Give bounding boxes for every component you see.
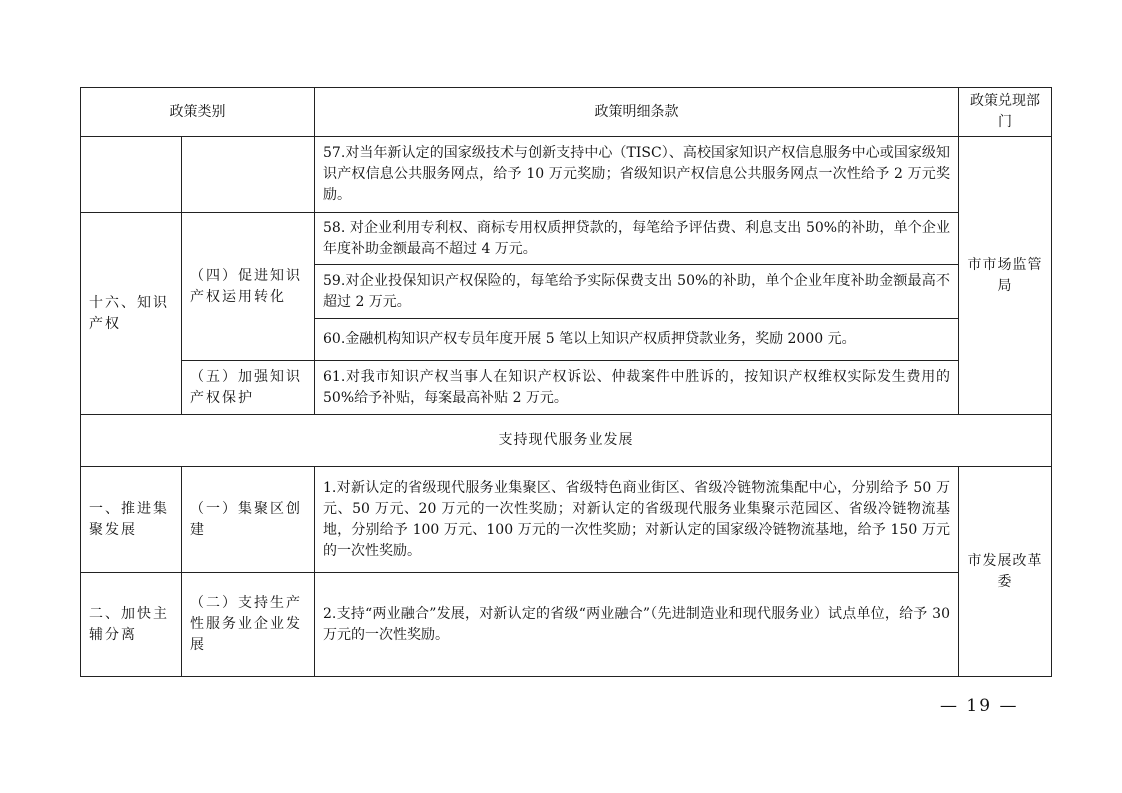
empty-cell bbox=[81, 137, 182, 213]
table-row bbox=[81, 137, 1052, 213]
clause-61: 61.对我市知识产权当事人在知识产权诉讼、仲裁案件中胜诉的，按知识产权维权实际发生费用的 50%给予补贴，每案最高补贴 2 万元。 bbox=[315, 361, 959, 415]
table-row bbox=[81, 213, 1052, 265]
table-row bbox=[81, 361, 1052, 415]
category-ip: 十六、知识产权 bbox=[81, 213, 182, 415]
clause-1: 1.对新认定的省级现代服务业集聚区、省级特色商业街区、省级冷链物流集配中心，分别给予 50 万元、50 万元、20 万元的一次性奖励；对新认定的省级现代服务业集聚示范园区、省级冷链物流基地，分别给予 100 万元、100 万元的一次性奖励；对新认定的国家级冷链物流基地，给予 150 万元的一次性奖励。 bbox=[315, 467, 959, 573]
page-number: — 19 — bbox=[940, 696, 1019, 716]
subcategory-ip-protection: （五）加强知识产权保护 bbox=[182, 361, 315, 415]
empty-cell bbox=[182, 137, 315, 213]
dept-market-regulation: 市市场监管局 bbox=[959, 137, 1052, 415]
section-title: 支持现代服务业发展 bbox=[81, 415, 1052, 467]
subcategory-producer-services: （二）支持生产性服务业企业发展 bbox=[182, 573, 315, 677]
clause-57: 57.对当年新认定的国家级技术与创新支持中心（TISC）、高校国家知识产权信息服务中心或国家级知识产权信息公共服务网点，给予 10 万元奖励；省级知识产权信息公共服务网点一次性给予 2 万元奖励。 bbox=[315, 137, 959, 213]
section-row bbox=[81, 415, 1052, 467]
clause-2: 2.支持“两业融合”发展，对新认定的省级“两业融合”（先进制造业和现代服务业）试点单位，给予 30 万元的一次性奖励。 bbox=[315, 573, 959, 677]
clause-60: 60.金融机构知识产权专员年度开展 5 笔以上知识产权质押贷款业务，奖励 2000 元。 bbox=[315, 319, 959, 361]
table-row bbox=[81, 467, 1052, 573]
category-separation: 二、加快主辅分离 bbox=[81, 573, 182, 677]
table-row bbox=[81, 573, 1052, 677]
policy-table bbox=[80, 87, 1052, 677]
table-header-row bbox=[81, 88, 1052, 137]
dept-development-reform: 市发展改革委 bbox=[959, 467, 1052, 677]
header-department: 政策兑现部门 bbox=[959, 88, 1052, 137]
category-clustering: 一、推进集聚发展 bbox=[81, 467, 182, 573]
clause-58: 58. 对企业利用专利权、商标专用权质押贷款的，每笔给予评估费、利息支出 50%的补助，单个企业年度补助金额最高不超过 4 万元。 bbox=[315, 213, 959, 265]
header-detail: 政策明细条款 bbox=[315, 88, 959, 137]
clause-59: 59.对企业投保知识产权保险的，每笔给予实际保费支出 50%的补助，单个企业年度补助金额最高不超过 2 万元。 bbox=[315, 265, 959, 319]
header-category: 政策类别 bbox=[81, 88, 315, 137]
subcategory-ip-utilization: （四）促进知识产权运用转化 bbox=[182, 213, 315, 361]
subcategory-cluster-creation: （一）集聚区创建 bbox=[182, 467, 315, 573]
